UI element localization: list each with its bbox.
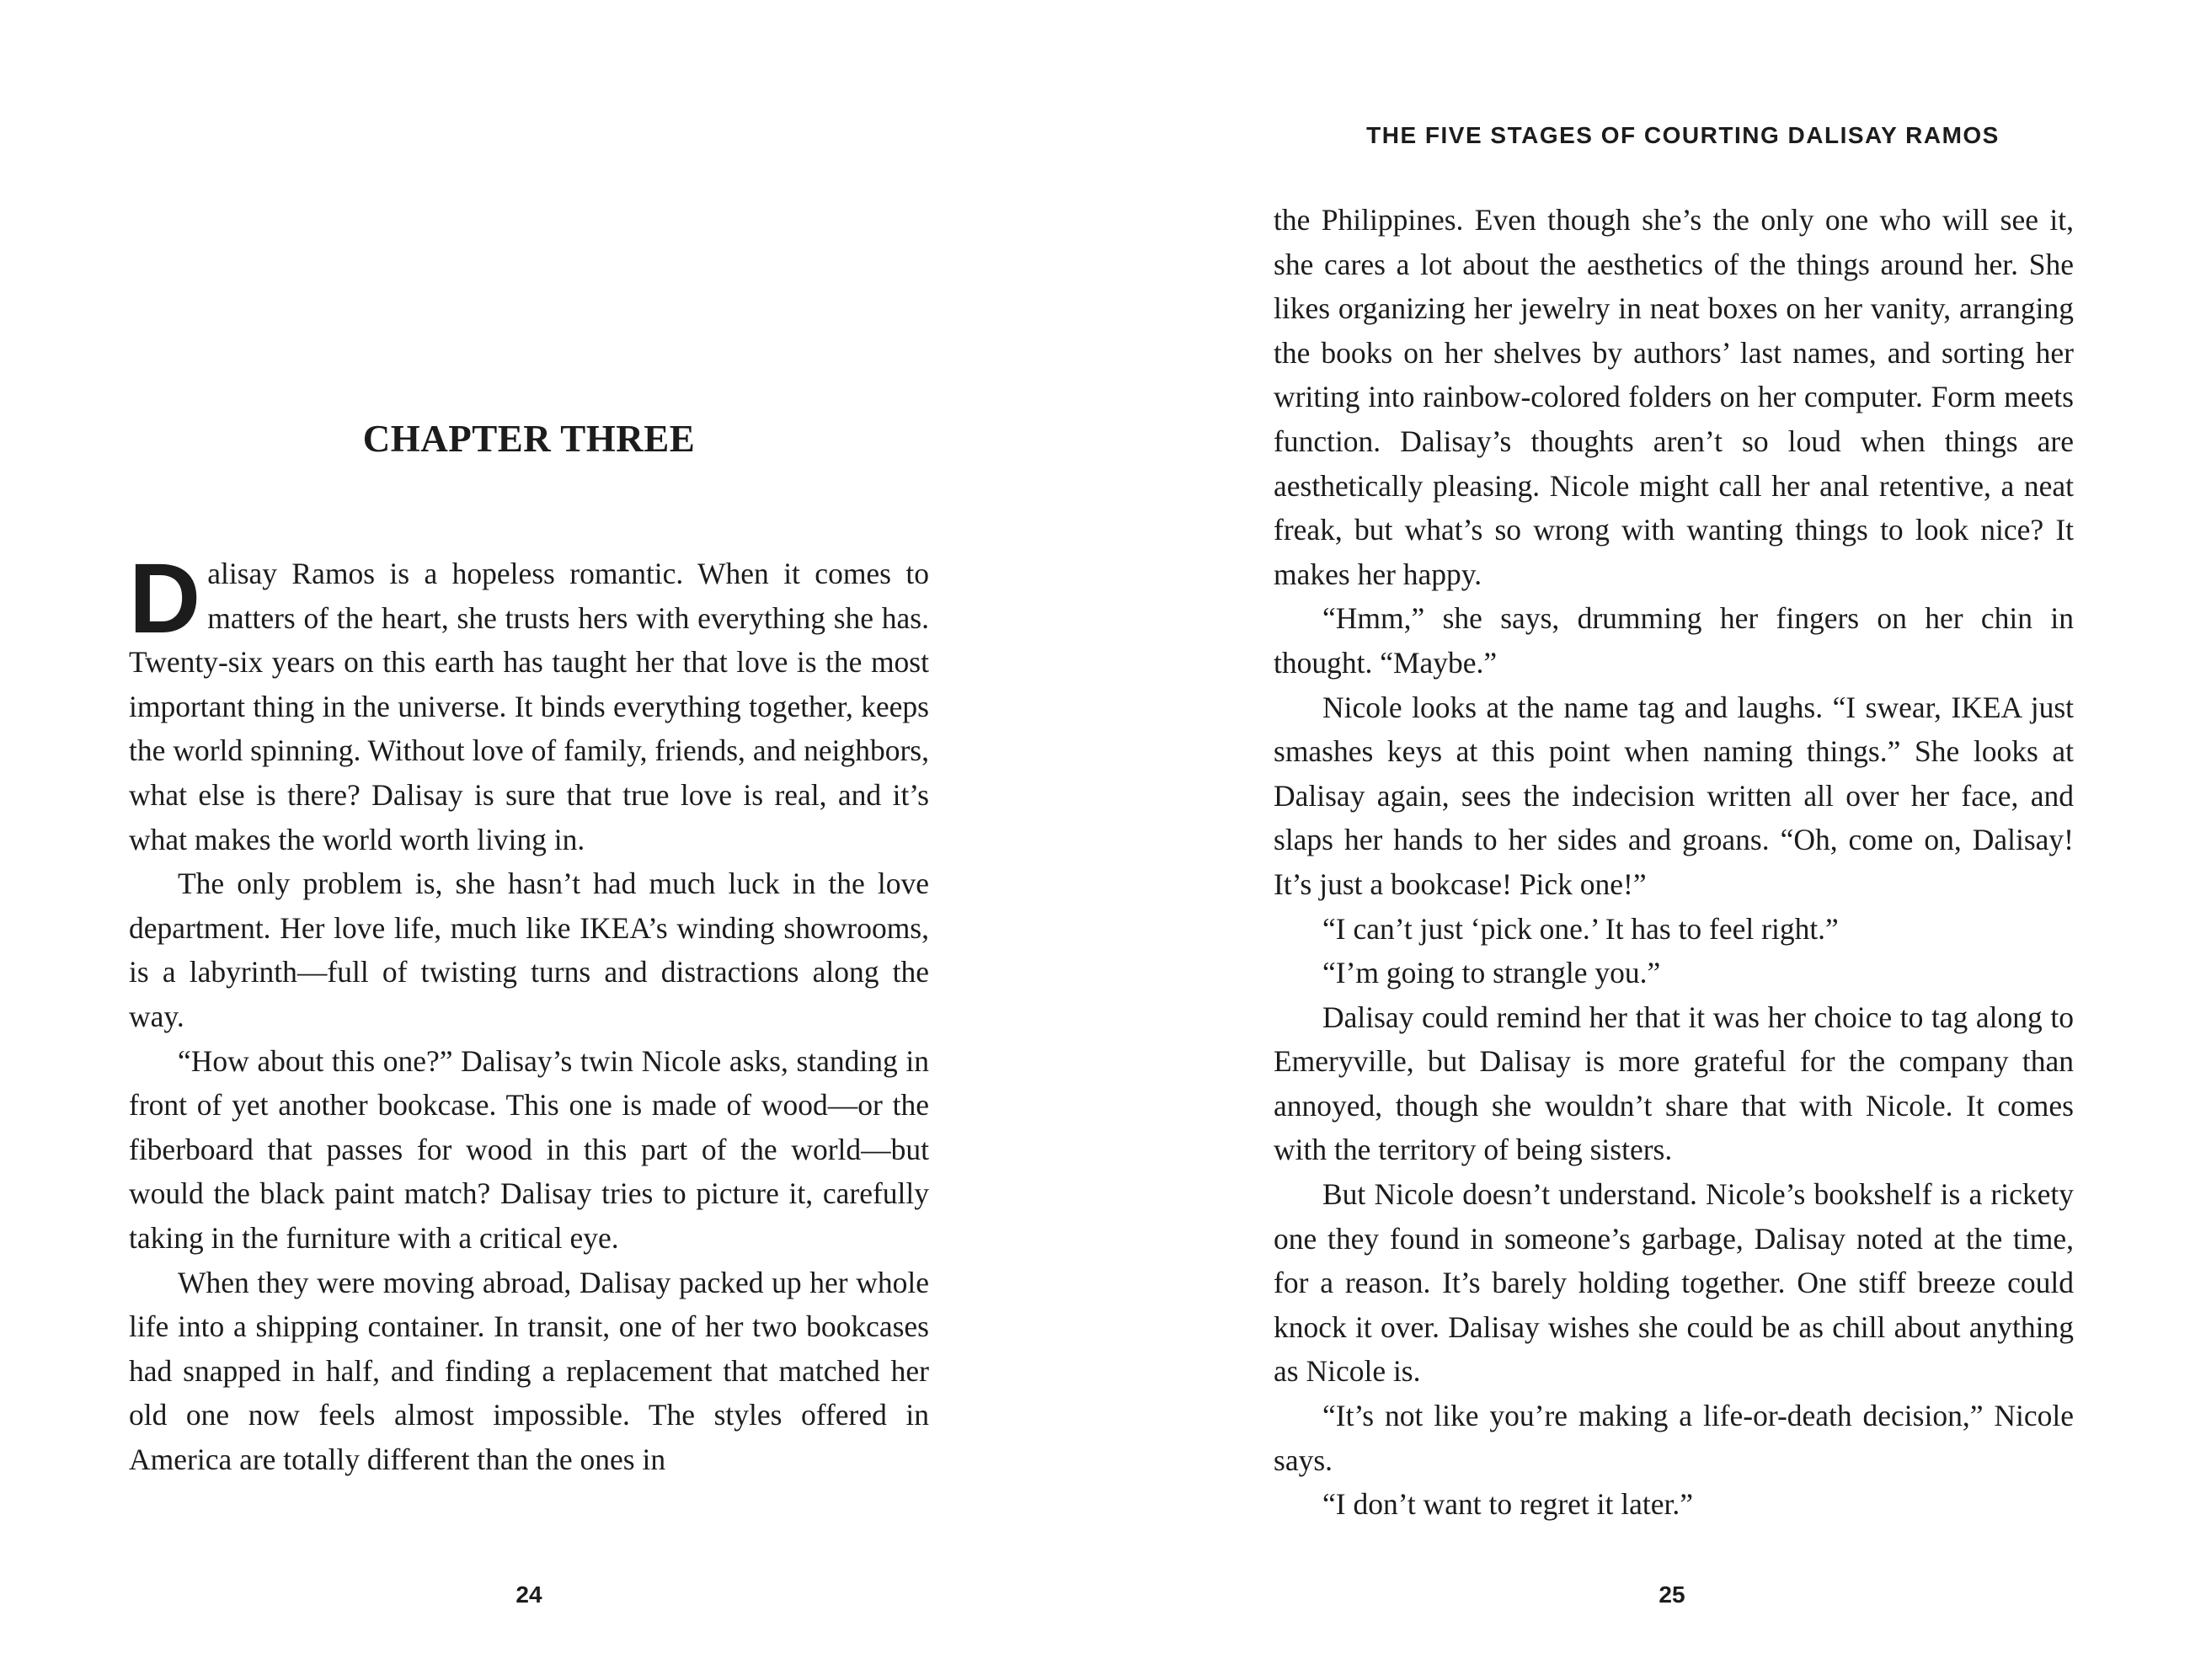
page-number-left: 24 — [515, 1581, 542, 1608]
continued-paragraph: the Philippines. Even though she’s the only one who will see it, she cares a lot about the aesthetics of the things around her. She likes organizing her jewelry in neat boxes on her vanity, arranging the books on her shelves by authors’ last names, and sorting her writing into rainbow-colored folders on her computer. Form meets function. Dalisay’s thoughts aren’t so loud when things are aesthetically pleasing. Nicole might call her anal retentive, a neat freak, but what’s so wrong with wanting things to look nice? It makes her happy. — [1274, 203, 2074, 591]
paragraph: Nicole looks at the name tag and laughs. “I swear, IKEA just smashes keys at this point when naming things.” She looks at Dalisay again, sees the indecision written all over her face, and slaps her hands to her sides and groans. “Oh, come on, Dalisay! It’s just a bookcase! Pick one!” — [1274, 690, 2074, 901]
opening-paragraph-text: alisay Ramos is a hopeless romantic. When it comes to matters of the heart, she trusts hers with everything she has. Twenty-six years on this earth has taught her that love is the most important thing in the universe. It binds everything together, keeps the world spinning. Without love of family, friends, and neighbors, what else is there? Dalisay is sure that true love is real, and it’s what makes the world worth living in. — [129, 557, 929, 856]
paragraph: When they were moving abroad, Dalisay packed up her whole life into a shipping container. In transit, one of her two bookcases had snapped in half, and finding a replacement that matched her old one now feels almost impossible. The styles offered in America are totally different than the ones in — [129, 1265, 929, 1476]
paragraph: “I can’t just ‘pick one.’ It has to feel right.” — [1322, 911, 1839, 946]
page-number-right: 25 — [1659, 1581, 1685, 1608]
paragraph: “It’s not like you’re making a life-or-death decision,” Nicole says. — [1274, 1399, 2074, 1477]
running-head: THE FIVE STAGES OF COURTING DALISAY RAMOS — [1366, 122, 2000, 148]
paragraph: “Hmm,” she says, drumming her fingers on her chin in thought. “Maybe.” — [1274, 601, 2074, 680]
paragraph: Dalisay could remind her that it was her choice to tag along to Emeryville, but Dalisay is more grateful for the company than annoyed, though she wouldn’t share that with Nicole. It comes with the territory of being sisters. — [1274, 1000, 2074, 1167]
paragraph: But Nicole doesn’t understand. Nicole’s bookshelf is a rickety one they found in someone’s garbage, Dalisay noted at the time, for a reason. It’s barely holding together. One stiff breeze could knock it over. Dalisay wishes she could be as chill about anything as Nicole is. — [1274, 1177, 2074, 1389]
paragraph: “I’m going to strangle you.” — [1322, 956, 1661, 990]
paragraph: The only problem is, she hasn’t had much luck in the love department. Her love life, much like IKEA’s winding showrooms, is a labyrinth—full of twisting turns and distractions along the way. — [129, 867, 929, 1033]
drop-cap: D — [129, 543, 201, 654]
chapter-title: CHAPTER THREE — [362, 418, 696, 460]
right-page-body — [1274, 198, 2074, 1527]
paragraph: “I don’t want to regret it later.” — [1322, 1487, 1693, 1522]
left-page-body — [129, 543, 929, 1481]
paragraph: “How about this one?” Dalisay’s twin Nicole asks, standing in front of yet another bookcase. This one is made of wood—or the fiberboard that passes for wood in this part of the world—but would the black paint match? Dalisay tries to picture it, carefully taking in the furniture with a critical eye. — [129, 1043, 929, 1255]
opening-paragraph — [129, 543, 929, 861]
